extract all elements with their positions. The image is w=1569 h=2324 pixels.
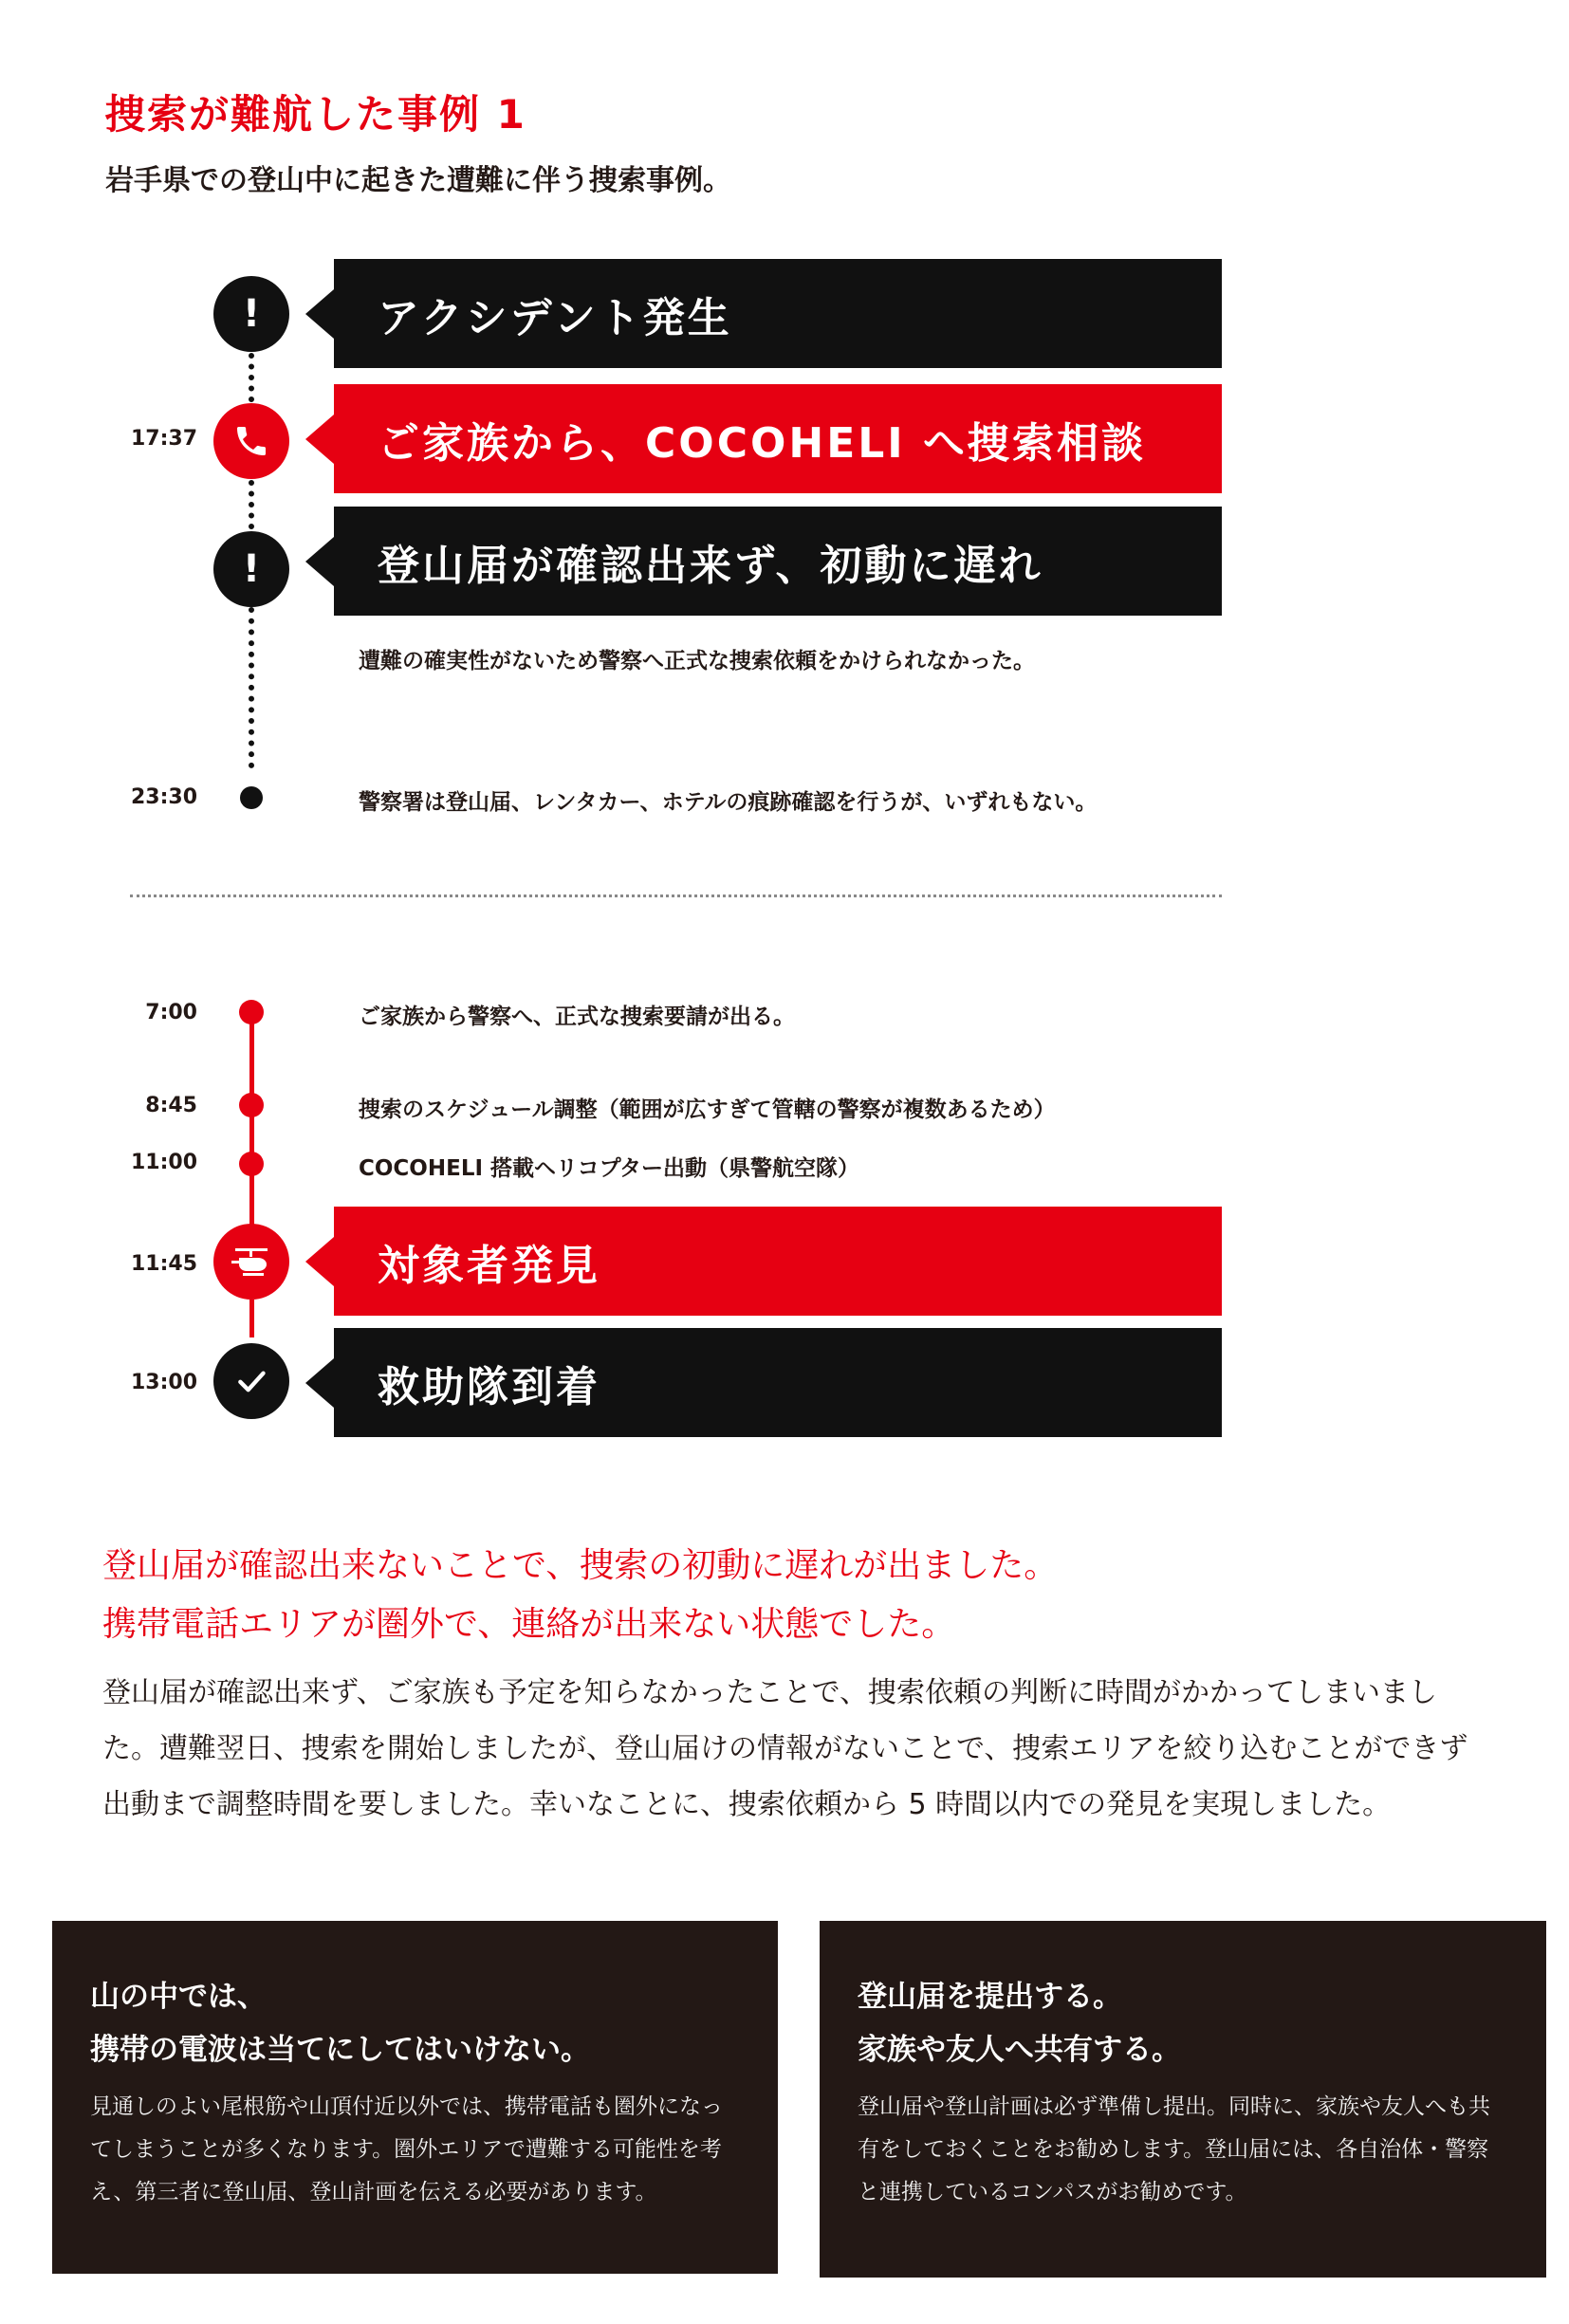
page-subtitle: 岩手県での登山中に起きた遭難に伴う捜索事例。 xyxy=(105,164,731,197)
panel-left-heading-1: 山の中では、 xyxy=(90,1980,267,2014)
time-label: 13:00 xyxy=(130,1371,197,1394)
time-label: 8:45 xyxy=(145,1094,197,1117)
timeline-note: 捜索のスケジュール調整（範囲が広すぎて管轄の警察が複数あるため） xyxy=(359,1097,1056,1122)
timeline-node-found xyxy=(213,1224,289,1300)
banner-found: 対象者発見 xyxy=(334,1207,1222,1316)
summary-body: 登山届が確認出来ず、ご家族も予定を知らなかったことで、捜索依頼の判断に時間がかかってしまいました。遭難翌日、捜索を開始しましたが、登山届けの情報がないことで、捜索エリアを絞り込むことができず出動まで調整時間を要しました。幸いなことに、捜索依頼から 5 時間以内での発見を実現しました。 xyxy=(102,1676,1468,1821)
timeline-node-accident xyxy=(213,276,289,352)
panel-right-heading-1: 登山届を提出する。 xyxy=(858,1980,1122,2014)
time-label: 17:37 xyxy=(130,427,197,451)
panel-left-heading-2: 携帯の電波は当てにしてはいけない。 xyxy=(90,2033,590,2067)
timeline-dot xyxy=(239,1000,264,1024)
time-label: 7:00 xyxy=(145,1001,197,1024)
timeline-connector xyxy=(249,1300,254,1337)
timeline-connector xyxy=(249,607,254,768)
exclamation-icon: ! xyxy=(242,292,261,336)
helicopter-icon xyxy=(230,1243,273,1281)
timeline-node-rescue xyxy=(213,1343,289,1419)
page-title: 捜索が難航した事例 1 xyxy=(105,91,526,138)
exclamation-icon: ! xyxy=(242,547,261,591)
time-label: 23:30 xyxy=(130,785,197,809)
time-label: 11:45 xyxy=(130,1252,197,1276)
banner-accident: アクシデント発生 xyxy=(334,259,1222,368)
timeline-connector xyxy=(249,353,254,402)
checkmark-icon xyxy=(232,1362,270,1400)
timeline-dot xyxy=(239,1152,264,1176)
summary-headline-2: 携帯電話エリアが圏外で、連絡が出来ない状態でした。 xyxy=(102,1605,956,1644)
banner-rescue: 救助隊到着 xyxy=(334,1328,1222,1437)
section-divider xyxy=(130,895,1222,897)
timeline-note: 警察署は登山届、レンタカー、ホテルの痕跡確認を行うが、いずれもない。 xyxy=(359,790,1098,815)
timeline-node-consult xyxy=(213,403,289,479)
timeline-connector xyxy=(249,1005,254,1243)
time-label: 11:00 xyxy=(130,1151,197,1174)
timeline-node-delay xyxy=(213,531,289,607)
timeline-note: 遭難の確実性がないため警察へ正式な捜索依頼をかけられなかった。 xyxy=(359,649,1035,673)
panel-right-heading-2: 家族や友人へ共有する。 xyxy=(858,2033,1181,2067)
timeline-dot xyxy=(240,786,263,809)
phone-icon xyxy=(232,422,270,460)
panel-right-body: 登山届や登山計画は必ず準備し提出。同時に、家族や友人へも共有をしておくことをお勧めします。登山届には、各自治体・警察と連携しているコンパスがお勧めです。 xyxy=(858,2094,1490,2204)
summary-headline-1: 登山届が確認出来ないことで、捜索の初動に遅れが出ました。 xyxy=(102,1546,1059,1585)
panel-left xyxy=(52,1921,778,2274)
timeline-note: ご家族から警察へ、正式な捜索要請が出る。 xyxy=(359,1005,795,1029)
panel-left-body: 見通しのよい尾根筋や山頂付近以外では、携帯電話も圏外になってしまうことが多くなります。圏外エリアで遭難する可能性を考え、第三者に登山届、登山計画を伝える必要があります。 xyxy=(90,2094,723,2204)
timeline-connector xyxy=(249,480,254,529)
timeline-note: COCOHELI 搭載ヘリコプター出動（県警航空隊） xyxy=(359,1156,859,1181)
banner-delay: 登山届が確認出来ず、初動に遅れ xyxy=(334,507,1222,616)
banner-consult: ご家族から、COCOHELI へ捜索相談 xyxy=(334,384,1222,493)
timeline-dot xyxy=(239,1093,264,1117)
panel-right xyxy=(820,1921,1546,2278)
